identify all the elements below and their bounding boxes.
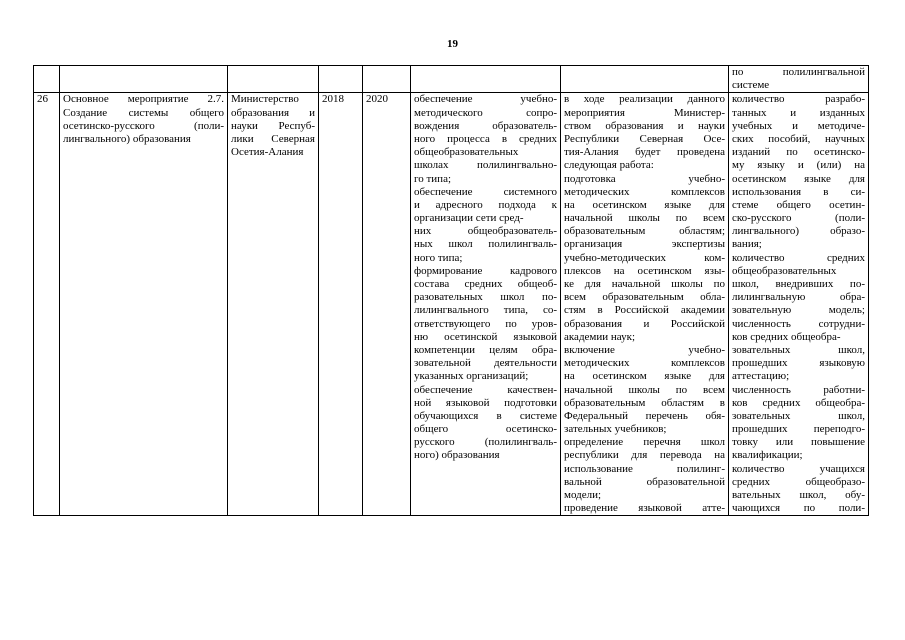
indicators-line: вательных школ, обу-	[732, 489, 865, 501]
executor-line: Министерство	[231, 93, 299, 106]
content-line: следующая работа:	[564, 159, 654, 172]
indicators-line: ских пособий, научных	[732, 132, 865, 145]
content-line: методических комплексов	[564, 185, 725, 198]
indicators-line: ско-русского (поли-	[732, 212, 865, 225]
content-line: учебно-методических ком-	[564, 251, 725, 264]
content-line: плексов на осетинском язы-	[564, 264, 725, 277]
content-line: использование полилинг-	[564, 462, 725, 475]
indicators-line: стеме общего осетин-	[732, 198, 865, 211]
content-line: стям в Российской академии	[564, 304, 725, 317]
measure-line: лингвального) образования	[63, 132, 191, 145]
content-line: включение учебно-	[564, 343, 725, 356]
result-line: организации сети сред-	[414, 212, 524, 225]
content-line: начальной школы по всем	[564, 212, 725, 225]
result-line: ного процесса в средних	[414, 132, 557, 145]
content-line: мероприятия Министер-	[564, 106, 725, 119]
cell-result	[411, 93, 561, 516]
content-line: вальной образовательной	[564, 475, 725, 488]
executor-line: образования и	[231, 106, 315, 119]
content-line: ством образования и науки	[564, 119, 725, 132]
result-line: разовательных школ по-	[414, 291, 557, 304]
result-line: и адресного подхода к	[414, 198, 557, 211]
result-line: обеспечение качествен-	[414, 383, 557, 396]
end-year: 2020	[366, 93, 388, 106]
result-line: обеспечение учебно-	[414, 93, 557, 106]
indicators-line: зовательных школ,	[732, 343, 865, 356]
content-line: Республики Северная Осе-	[564, 132, 725, 145]
result-line: школах полилингвально-	[414, 159, 557, 172]
content-line: ке для начальной школы по	[564, 278, 725, 290]
cell-empty	[363, 66, 411, 93]
cell-empty	[34, 66, 60, 93]
cell-empty	[60, 66, 228, 93]
cell-indicators-continued	[729, 66, 869, 93]
result-line: го типа;	[414, 172, 452, 185]
cell-executor	[228, 93, 319, 516]
content-line: определение перечня школ	[564, 436, 725, 449]
result-line: обучающихся в системе	[414, 409, 557, 422]
indicators-line: учебных и методиче-	[732, 119, 865, 132]
result-line: русского (полилингваль-	[414, 436, 557, 449]
result-line: указанных организаций;	[414, 370, 529, 383]
result-line: ню осетинской языковой	[414, 330, 557, 343]
cell-measure	[60, 93, 228, 516]
executor-line: лики Северная	[231, 132, 315, 145]
content-line: на осетинском языке для	[564, 370, 725, 383]
measure-line: Создание системы общего	[63, 106, 224, 119]
result-line: ного типа;	[414, 251, 463, 264]
indicators-line: средних общеобразо-	[732, 475, 865, 488]
indicators-line: ков средних общеобра-	[732, 330, 841, 343]
indicators-line: количество учащихся	[732, 462, 865, 475]
content-line: в ходе реализации данного	[564, 93, 725, 106]
page-number: 19	[447, 38, 458, 50]
cell-end-year	[363, 93, 411, 516]
indicator-line: по полилингвальной	[732, 66, 865, 78]
indicator-line: системе	[732, 79, 770, 92]
result-line: них общеобразователь-	[414, 225, 557, 238]
indicators-line: квалификации;	[732, 449, 803, 462]
result-line: ного) образования	[414, 449, 500, 462]
content-line: республики для перевода на	[564, 449, 725, 462]
content-line: академии наук;	[564, 330, 636, 343]
content-line: проведение языковой атте-	[564, 502, 725, 515]
indicators-line: общеобразовательных	[732, 264, 837, 277]
cell-number	[34, 93, 60, 516]
table-row-continued	[34, 66, 869, 93]
indicators-line: школ, внедривших по-	[732, 278, 865, 290]
cell-empty	[411, 66, 561, 93]
result-line: обеспечение системного	[414, 185, 557, 198]
indicators-line: количество разрабо-	[732, 93, 865, 106]
executor-line: науки Респуб-	[231, 119, 315, 132]
measure-line: Основное мероприятие 2.7.	[63, 93, 224, 106]
indicators-line: численность сотрудни-	[732, 317, 865, 330]
indicators-line: осетинском языке для	[732, 172, 865, 185]
result-line: ответствующего по уров-	[414, 317, 557, 330]
indicators-line: прошедших переподго-	[732, 423, 865, 436]
result-line: лилингвального типа, со-	[414, 304, 557, 317]
executor-line: Осетия-Алания	[231, 146, 304, 159]
table-row-measure	[34, 93, 869, 516]
content-line: на осетинском языке для	[564, 198, 725, 211]
content-line: образовательным областям;	[564, 225, 725, 238]
result-line: ной языковой подготовки	[414, 396, 557, 409]
indicators-line: вания;	[732, 238, 762, 251]
content-line: образовательным областям в	[564, 396, 725, 409]
indicators-line: изданий по осетинско-	[732, 146, 865, 159]
content-line: образования и Российской	[564, 317, 725, 330]
content-line: начальной школы по всем	[564, 383, 725, 396]
indicators-line: зовательную модель;	[732, 304, 865, 317]
indicators-line: лилингвальную обра-	[732, 291, 865, 304]
indicators-line: зовательных школ,	[732, 409, 865, 422]
indicators-line: ков средних общеобра-	[732, 396, 865, 409]
indicators-line: аттестацию;	[732, 370, 790, 383]
cell-empty	[561, 66, 729, 93]
result-line: вождения образователь-	[414, 119, 557, 132]
indicators-line: численность работни-	[732, 383, 865, 396]
result-line: компетенции целям обра-	[414, 343, 557, 356]
cell-empty	[228, 66, 319, 93]
row-number: 26	[37, 93, 48, 106]
result-line: формирование кадрового	[414, 264, 557, 277]
indicators-line: чающихся по поли-	[732, 502, 865, 515]
result-line: состава средних общеоб-	[414, 278, 557, 290]
content-line: тия-Алания будет проведена	[564, 146, 725, 159]
indicators-line: количество средних	[732, 251, 865, 264]
start-year: 2018	[322, 93, 344, 106]
cell-indicators	[729, 93, 869, 516]
result-line: ных школ полилингваль-	[414, 238, 557, 251]
measure-line: осетинско-русского (поли-	[63, 119, 224, 132]
result-line: методического сопро-	[414, 106, 557, 119]
indicators-line: использования в си-	[732, 185, 865, 198]
indicators-line: лингвального) образо-	[732, 225, 865, 238]
result-line: общего осетинско-	[414, 423, 557, 436]
content-line: организация экспертизы	[564, 238, 725, 251]
content-line: подготовка учебно-	[564, 172, 725, 185]
content-line: модели;	[564, 489, 602, 501]
indicators-line: танных и изданных	[732, 106, 865, 119]
content-line: всем образовательным обла-	[564, 291, 725, 304]
indicators-line: му языку и (или) на	[732, 159, 865, 172]
indicators-line: товку или повышение	[732, 436, 865, 449]
content-line: методических комплексов	[564, 357, 725, 370]
program-table	[33, 65, 869, 516]
cell-start-year	[319, 93, 363, 516]
content-line: Федеральный перечень обя-	[564, 409, 725, 422]
cell-empty	[319, 66, 363, 93]
result-line: общеобразовательных	[414, 146, 519, 159]
content-line: зательных учебников;	[564, 423, 667, 436]
indicators-line: прошедших языковую	[732, 357, 865, 370]
result-line: зовательной деятельности	[414, 357, 557, 370]
cell-content	[561, 93, 729, 516]
